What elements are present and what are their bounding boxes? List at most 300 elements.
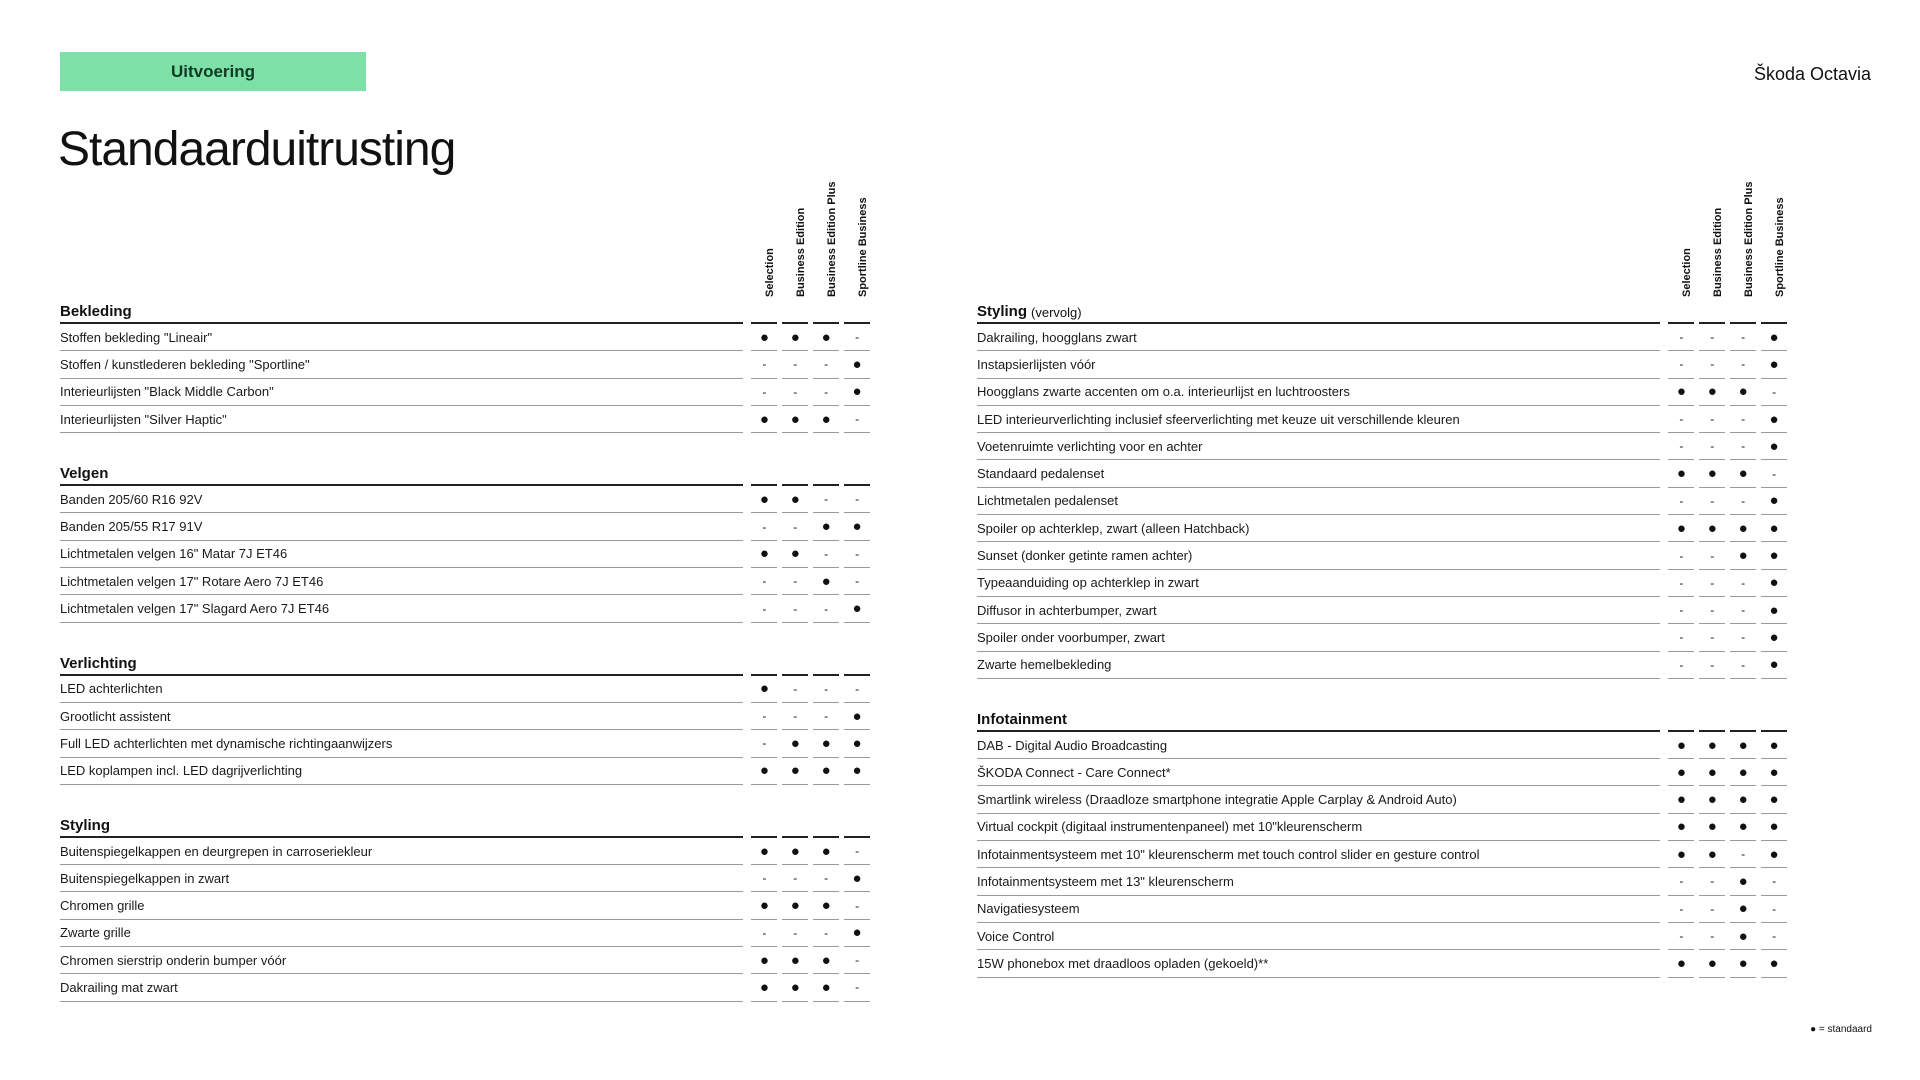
standard-dot: ●: [1668, 814, 1694, 841]
standard-dot: ●: [1730, 814, 1756, 841]
variant-headers: [60, 170, 870, 297]
feature-label: Lichtmetalen velgen 17" Rotare Aero 7J ET46: [60, 568, 743, 595]
not-available-dash: -: [1730, 624, 1756, 651]
feature-label: 15W phonebox met draadloos opladen (gekoeld)**: [977, 950, 1660, 977]
column-rule: [1699, 705, 1725, 732]
column-rule: [751, 811, 777, 838]
standard-dot: ●: [813, 892, 839, 919]
table-row: [977, 542, 1787, 569]
variant-label: Business Edition: [1712, 207, 1724, 297]
standard-dot: ●: [813, 758, 839, 785]
column-rule: [1761, 297, 1787, 324]
not-available-dash: -: [844, 324, 870, 351]
feature-label: LED koplampen incl. LED dagrijverlichting: [60, 758, 743, 785]
table-row: [977, 950, 1787, 977]
not-available-dash: -: [1730, 652, 1756, 679]
feature-label: Lichtmetalen velgen 16" Matar 7J ET46: [60, 541, 743, 568]
standard-dot: ●: [1761, 597, 1787, 624]
not-available-dash: -: [782, 703, 808, 730]
variant-header: [1707, 170, 1731, 297]
variant-label: Selection: [764, 248, 776, 297]
standard-dot: ●: [1668, 950, 1694, 977]
standard-dot: ●: [1730, 896, 1756, 923]
column-rule: [1668, 297, 1694, 324]
section-title-text: Styling: [60, 816, 111, 834]
standard-dot: ●: [1761, 515, 1787, 542]
feature-label: Typeaanduiding op achterklep in zwart: [977, 570, 1660, 597]
feature-label: Stoffen / kunstlederen bekleding "Sportline": [60, 351, 743, 378]
column-rule: [782, 297, 808, 324]
section-title: [60, 459, 743, 486]
feature-label: Virtual cockpit (digitaal instrumentenpaneel) met 10"kleurenscherm: [977, 814, 1660, 841]
standard-dot: ●: [1761, 786, 1787, 813]
not-available-dash: -: [1668, 542, 1694, 569]
standard-dot: ●: [813, 513, 839, 540]
standard-dot: ●: [1761, 814, 1787, 841]
table-row: [60, 379, 870, 406]
variant-header: [1738, 170, 1762, 297]
section-title: [60, 297, 743, 324]
table-row: [977, 597, 1787, 624]
column-rule: [1699, 297, 1725, 324]
standard-dot: ●: [1699, 759, 1725, 786]
feature-label: Sunset (donker getinte ramen achter): [977, 542, 1660, 569]
standard-dot: ●: [844, 351, 870, 378]
feature-label: Grootlicht assistent: [60, 703, 743, 730]
not-available-dash: -: [1668, 896, 1694, 923]
not-available-dash: -: [1699, 406, 1725, 433]
feature-label: Spoiler op achterklep, zwart (alleen Hatchback): [977, 515, 1660, 542]
standard-dot: ●: [1730, 379, 1756, 406]
standard-dot: ●: [1761, 351, 1787, 378]
feature-label: Instapsierlijsten vóór: [977, 351, 1660, 378]
left-sections: [60, 297, 870, 1002]
not-available-dash: -: [844, 406, 870, 433]
right-sections: [977, 297, 1787, 978]
not-available-dash: -: [751, 703, 777, 730]
table-row: [977, 732, 1787, 759]
standard-dot: ●: [844, 703, 870, 730]
feature-label: Dakrailing mat zwart: [60, 974, 743, 1001]
standard-dot: ●: [1730, 732, 1756, 759]
not-available-dash: -: [782, 351, 808, 378]
not-available-dash: -: [1699, 624, 1725, 651]
not-available-dash: -: [782, 676, 808, 703]
standard-dot: ●: [751, 406, 777, 433]
table-row: [60, 730, 870, 757]
not-available-dash: -: [1699, 351, 1725, 378]
standard-dot: ●: [1699, 379, 1725, 406]
column-rule: [751, 649, 777, 676]
table-row: [977, 379, 1787, 406]
feature-label: Spoiler onder voorbumper, zwart: [977, 624, 1660, 651]
section-title: [977, 297, 1660, 324]
standard-dot: ●: [782, 486, 808, 513]
column-rule: [1668, 705, 1694, 732]
not-available-dash: -: [782, 865, 808, 892]
not-available-dash: -: [1668, 868, 1694, 895]
standard-dot: ●: [1730, 786, 1756, 813]
not-available-dash: -: [1730, 324, 1756, 351]
not-available-dash: -: [751, 351, 777, 378]
not-available-dash: -: [1699, 652, 1725, 679]
not-available-dash: -: [751, 513, 777, 540]
not-available-dash: -: [1668, 351, 1694, 378]
feature-label: Voetenruimte verlichting voor en achter: [977, 433, 1660, 460]
table-row: [977, 923, 1787, 950]
not-available-dash: -: [1730, 841, 1756, 868]
feature-label: Infotainmentsysteem met 10" kleurenscherm met touch control slider en gesture control: [977, 841, 1660, 868]
not-available-dash: -: [813, 676, 839, 703]
standard-dot: ●: [782, 947, 808, 974]
legend: ● = standaard: [1810, 1024, 1872, 1035]
standard-dot: ●: [844, 595, 870, 622]
section-title-text: Verlichting: [60, 654, 137, 672]
table-row: [977, 624, 1787, 651]
standard-dot: ●: [1699, 814, 1725, 841]
feature-label: Banden 205/55 R17 91V: [60, 513, 743, 540]
table-row: [977, 488, 1787, 515]
standard-dot: ●: [1761, 570, 1787, 597]
variant-header: [1769, 170, 1793, 297]
not-available-dash: -: [751, 730, 777, 757]
not-available-dash: -: [1668, 406, 1694, 433]
feature-label: Lichtmetalen velgen 17" Slagard Aero 7J ET46: [60, 595, 743, 622]
column-rule: [1730, 705, 1756, 732]
variant-header: [1676, 170, 1700, 297]
not-available-dash: -: [844, 947, 870, 974]
standard-dot: ●: [844, 730, 870, 757]
not-available-dash: -: [813, 703, 839, 730]
standard-dot: ●: [751, 486, 777, 513]
column-rule: [813, 649, 839, 676]
page-title: Standaarduitrusting: [58, 123, 456, 176]
standard-dot: ●: [782, 406, 808, 433]
table-row: [977, 896, 1787, 923]
table-row: [60, 595, 870, 622]
feature-label: LED interieurverlichting inclusief sfeerverlichting met keuze uit verschillende kleuren: [977, 406, 1660, 433]
standard-dot: ●: [844, 758, 870, 785]
feature-label: Buitenspiegelkappen en deurgrepen in carroseriekleur: [60, 838, 743, 865]
feature-label: Smartlink wireless (Draadloze smartphone integratie Apple Carplay & Android Auto): [977, 786, 1660, 813]
section-tag: Uitvoering: [60, 52, 366, 91]
not-available-dash: -: [782, 595, 808, 622]
variant-header: [852, 170, 876, 297]
not-available-dash: -: [1668, 923, 1694, 950]
section-bekleding: [60, 297, 870, 433]
not-available-dash: -: [1699, 542, 1725, 569]
standard-dot: ●: [751, 324, 777, 351]
table-row: [977, 786, 1787, 813]
feature-label: Full LED achterlichten met dynamische richtingaanwijzers: [60, 730, 743, 757]
not-available-dash: -: [844, 486, 870, 513]
not-available-dash: -: [1699, 896, 1725, 923]
not-available-dash: -: [1730, 351, 1756, 378]
column-rule: [844, 811, 870, 838]
not-available-dash: -: [1699, 433, 1725, 460]
section-styling: [60, 811, 870, 1002]
table-row: [60, 892, 870, 919]
not-available-dash: -: [1699, 488, 1725, 515]
table-row: [977, 351, 1787, 378]
standard-dot: ●: [782, 892, 808, 919]
section-velgen: [60, 459, 870, 622]
feature-label: Infotainmentsysteem met 13" kleurenscherm: [977, 868, 1660, 895]
standard-dot: ●: [1761, 950, 1787, 977]
table-row: [977, 759, 1787, 786]
left-column: [60, 170, 870, 1002]
standard-dot: ●: [844, 865, 870, 892]
not-available-dash: -: [1761, 379, 1787, 406]
table-row: [977, 406, 1787, 433]
standard-dot: ●: [1668, 732, 1694, 759]
standard-dot: ●: [751, 541, 777, 568]
section-header: [60, 811, 870, 838]
variant-header: [759, 170, 783, 297]
standard-dot: ●: [1761, 406, 1787, 433]
feature-label: Dakrailing, hoogglans zwart: [977, 324, 1660, 351]
column-rule: [844, 297, 870, 324]
standard-dot: ●: [1761, 841, 1787, 868]
standard-dot: ●: [751, 947, 777, 974]
standard-dot: ●: [813, 568, 839, 595]
standard-dot: ●: [782, 974, 808, 1001]
standard-dot: ●: [844, 920, 870, 947]
standard-dot: ●: [813, 838, 839, 865]
feature-label: Voice Control: [977, 923, 1660, 950]
column-rule: [751, 459, 777, 486]
section-styling: [977, 297, 1787, 679]
not-available-dash: -: [782, 568, 808, 595]
table-row: [60, 513, 870, 540]
standard-dot: ●: [1668, 786, 1694, 813]
table-row: [60, 758, 870, 785]
not-available-dash: -: [751, 865, 777, 892]
standard-dot: ●: [1761, 652, 1787, 679]
not-available-dash: -: [1668, 324, 1694, 351]
not-available-dash: -: [1699, 868, 1725, 895]
standard-dot: ●: [1699, 515, 1725, 542]
not-available-dash: -: [751, 379, 777, 406]
standard-dot: ●: [1699, 950, 1725, 977]
not-available-dash: -: [813, 541, 839, 568]
not-available-dash: -: [782, 920, 808, 947]
not-available-dash: -: [751, 595, 777, 622]
standard-dot: ●: [1761, 488, 1787, 515]
standard-dot: ●: [1668, 379, 1694, 406]
not-available-dash: -: [844, 541, 870, 568]
feature-label: LED achterlichten: [60, 676, 743, 703]
variant-header: [821, 170, 845, 297]
variant-label: Selection: [1681, 248, 1693, 297]
section-header: [977, 297, 1787, 324]
feature-label: Interieurlijsten "Black Middle Carbon": [60, 379, 743, 406]
standard-dot: ●: [751, 838, 777, 865]
standard-dot: ●: [1730, 542, 1756, 569]
standard-dot: ●: [751, 974, 777, 1001]
column-rule: [844, 649, 870, 676]
column-rule: [813, 459, 839, 486]
not-available-dash: -: [751, 568, 777, 595]
feature-label: Stoffen bekleding "Lineair": [60, 324, 743, 351]
standard-dot: ●: [1730, 759, 1756, 786]
not-available-dash: -: [813, 865, 839, 892]
variant-label: Sportline Business: [857, 197, 869, 297]
not-available-dash: -: [1668, 597, 1694, 624]
table-row: [60, 920, 870, 947]
not-available-dash: -: [1730, 597, 1756, 624]
not-available-dash: -: [1730, 570, 1756, 597]
section-title: [60, 649, 743, 676]
section-infotainment: [977, 705, 1787, 978]
table-row: [977, 515, 1787, 542]
section-title-text: Infotainment: [977, 710, 1067, 728]
standard-dot: ●: [1668, 841, 1694, 868]
not-available-dash: -: [1668, 652, 1694, 679]
section-title: [977, 705, 1660, 732]
standard-dot: ●: [1730, 515, 1756, 542]
not-available-dash: -: [782, 379, 808, 406]
not-available-dash: -: [844, 568, 870, 595]
standard-dot: ●: [1761, 324, 1787, 351]
column-rule: [844, 459, 870, 486]
standard-dot: ●: [1761, 433, 1787, 460]
table-row: [977, 324, 1787, 351]
standard-dot: ●: [1699, 786, 1725, 813]
table-row: [60, 406, 870, 433]
section-header: [977, 705, 1787, 732]
standard-dot: ●: [813, 947, 839, 974]
not-available-dash: -: [844, 974, 870, 1001]
section-title-text: Velgen: [60, 465, 109, 483]
standard-dot: ●: [1761, 732, 1787, 759]
standard-dot: ●: [1699, 841, 1725, 868]
feature-label: Chromen grille: [60, 892, 743, 919]
not-available-dash: -: [1699, 597, 1725, 624]
table-row: [977, 868, 1787, 895]
column-rule: [1761, 705, 1787, 732]
brand-name: Škoda Octavia: [1753, 64, 1871, 84]
column-rule: [782, 459, 808, 486]
section-header: [60, 297, 870, 324]
standard-dot: ●: [844, 513, 870, 540]
not-available-dash: -: [1668, 624, 1694, 651]
not-available-dash: -: [1761, 460, 1787, 487]
standard-dot: ●: [1730, 923, 1756, 950]
not-available-dash: -: [813, 486, 839, 513]
not-available-dash: -: [751, 920, 777, 947]
feature-label: Diffusor in achterbumper, zwart: [977, 597, 1660, 624]
feature-label: Banden 205/60 R16 92V: [60, 486, 743, 513]
standard-dot: ●: [1668, 759, 1694, 786]
column-rule: [813, 297, 839, 324]
table-row: [977, 570, 1787, 597]
not-available-dash: -: [844, 838, 870, 865]
table-row: [60, 974, 870, 1001]
standard-dot: ●: [782, 541, 808, 568]
column-rule: [751, 297, 777, 324]
feature-label: Standaard pedalenset: [977, 460, 1660, 487]
table-row: [60, 568, 870, 595]
standard-dot: ●: [1668, 515, 1694, 542]
section-title: [60, 811, 743, 838]
not-available-dash: -: [844, 676, 870, 703]
section-title-text: Styling: [977, 303, 1028, 320]
table-row: [60, 486, 870, 513]
feature-label: Chromen sierstrip onderin bumper vóór: [60, 947, 743, 974]
table-row: [60, 351, 870, 378]
feature-label: Lichtmetalen pedalenset: [977, 488, 1660, 515]
standard-dot: ●: [782, 838, 808, 865]
feature-label: Navigatiesysteem: [977, 896, 1660, 923]
variant-header: [790, 170, 814, 297]
table-row: [977, 841, 1787, 868]
right-column: [977, 170, 1787, 978]
not-available-dash: -: [813, 379, 839, 406]
feature-label: ŠKODA Connect - Care Connect*: [977, 759, 1660, 786]
table-row: [60, 324, 870, 351]
variant-headers: [977, 170, 1787, 297]
variant-label: Business Edition Plus: [826, 181, 838, 297]
standard-dot: ●: [1699, 732, 1725, 759]
standard-dot: ●: [813, 974, 839, 1001]
column-rule: [782, 811, 808, 838]
feature-label: Zwarte hemelbekleding: [977, 652, 1660, 679]
column-rule: [782, 649, 808, 676]
standard-dot: ●: [1730, 950, 1756, 977]
not-available-dash: -: [1761, 868, 1787, 895]
section-verlichting: [60, 649, 870, 785]
feature-label: Buitenspiegelkappen in zwart: [60, 865, 743, 892]
table-row: [977, 460, 1787, 487]
table-row: [60, 838, 870, 865]
not-available-dash: -: [844, 892, 870, 919]
table-row: [60, 947, 870, 974]
not-available-dash: -: [1668, 570, 1694, 597]
section-header: [60, 459, 870, 486]
standard-dot: ●: [1730, 460, 1756, 487]
standard-dot: ●: [813, 730, 839, 757]
not-available-dash: -: [813, 920, 839, 947]
not-available-dash: -: [1699, 570, 1725, 597]
feature-label: Zwarte grille: [60, 920, 743, 947]
table-row: [60, 541, 870, 568]
table-row: [60, 703, 870, 730]
not-available-dash: -: [1761, 896, 1787, 923]
not-available-dash: -: [1730, 433, 1756, 460]
feature-label: DAB - Digital Audio Broadcasting: [977, 732, 1660, 759]
not-available-dash: -: [782, 513, 808, 540]
standard-dot: ●: [782, 324, 808, 351]
standard-dot: ●: [1761, 624, 1787, 651]
feature-label: Interieurlijsten "Silver Haptic": [60, 406, 743, 433]
not-available-dash: -: [813, 595, 839, 622]
feature-label: Hoogglans zwarte accenten om o.a. interieurlijst en luchtroosters: [977, 379, 1660, 406]
table-row: [60, 676, 870, 703]
standard-dot: ●: [782, 730, 808, 757]
not-available-dash: -: [1730, 488, 1756, 515]
not-available-dash: -: [1730, 406, 1756, 433]
standard-dot: ●: [751, 892, 777, 919]
table-row: [60, 865, 870, 892]
variant-label: Business Edition: [795, 207, 807, 297]
not-available-dash: -: [1699, 324, 1725, 351]
standard-dot: ●: [813, 324, 839, 351]
table-row: [977, 433, 1787, 460]
section-header: [60, 649, 870, 676]
table-row: [977, 652, 1787, 679]
column-rule: [1730, 297, 1756, 324]
